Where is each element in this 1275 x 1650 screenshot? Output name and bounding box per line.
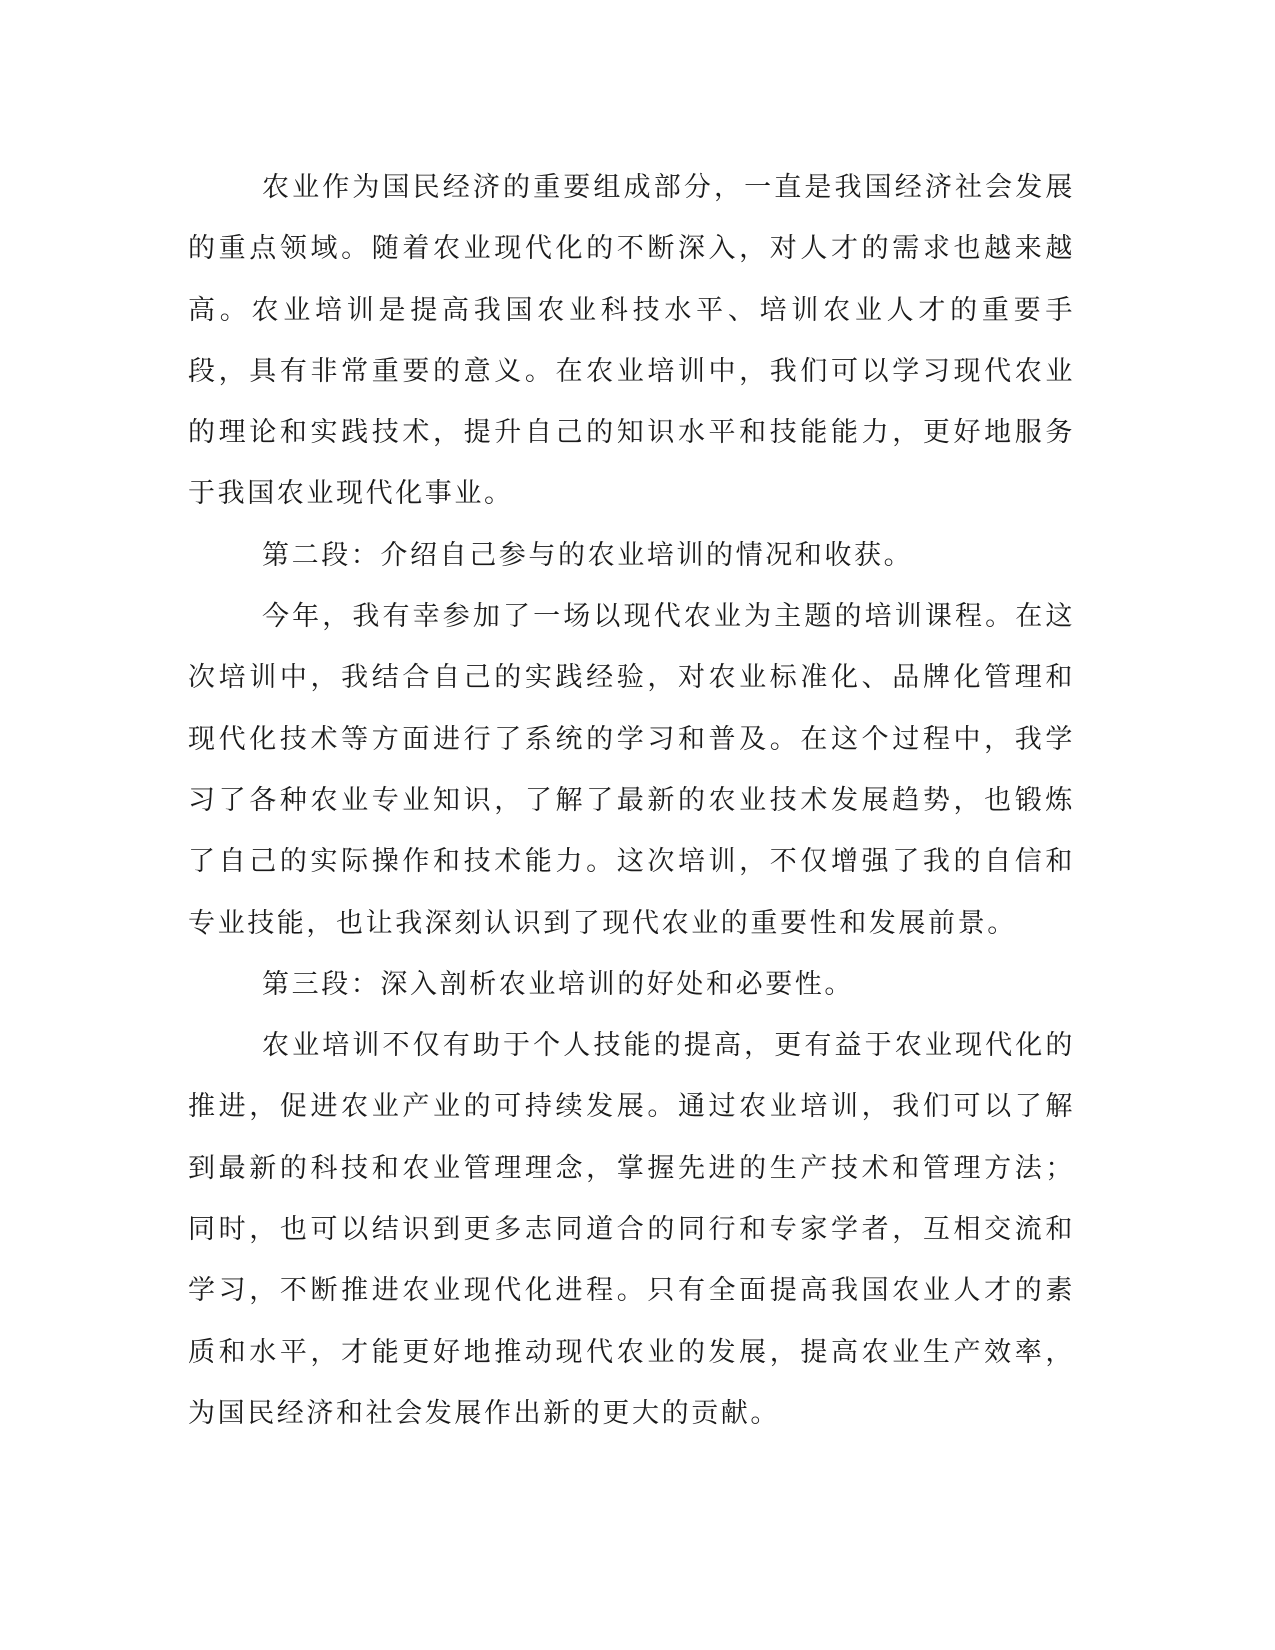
section-heading-2: 第二段：介绍自己参与的农业培训的情况和收获。	[262, 539, 914, 571]
paragraph-training-experience: 今年，我有幸参加了一场以现代农业为主题的培训课程。在这次培训中，我结合自己的实践经验，对农业标准化、品牌化管理和现代化技术等方面进行了系统的学习和普及。在这个过程中，我学习了各种农业专业知识，了解了最新的农业技术发展趋势，也锻炼了自己的实际操作和技术能力。这次培训，不仅增强了我的自信和专业技能，也让我深刻认识到了现代农业的重要性和发展前景。	[188, 601, 1075, 939]
paragraph-intro: 农业作为国民经济的重要组成部分，一直是我国经济社会发展的重点领域。随着农业现代化的不断深入，对人才的需求也越来越高。农业培训是提高我国农业科技水平、培训农业人才的重要手段，具有非常重要的意义。在农业培训中，我们可以学习现代农业的理论和实践技术，提升自己的知识水平和技能能力，更好地服务于我国农业现代化事业。	[188, 172, 1075, 510]
document-body	[188, 157, 1075, 1444]
paragraph-training-benefits: 农业培训不仅有助于个人技能的提高，更有益于农业现代化的推进，促进农业产业的可持续发展。通过农业培训，我们可以了解到最新的科技和农业管理理念，掌握先进的生产技术和管理方法；同时，也可以结识到更多志同道合的同行和专家学者，互相交流和学习，不断推进农业现代化进程。只有全面提高我国农业人才的素质和水平，才能更好地推动现代农业的发展，提高农业生产效率，为国民经济和社会发展作出新的更大的贡献。	[188, 1030, 1075, 1429]
section-heading-3: 第三段：深入剖析农业培训的好处和必要性。	[262, 968, 854, 1000]
